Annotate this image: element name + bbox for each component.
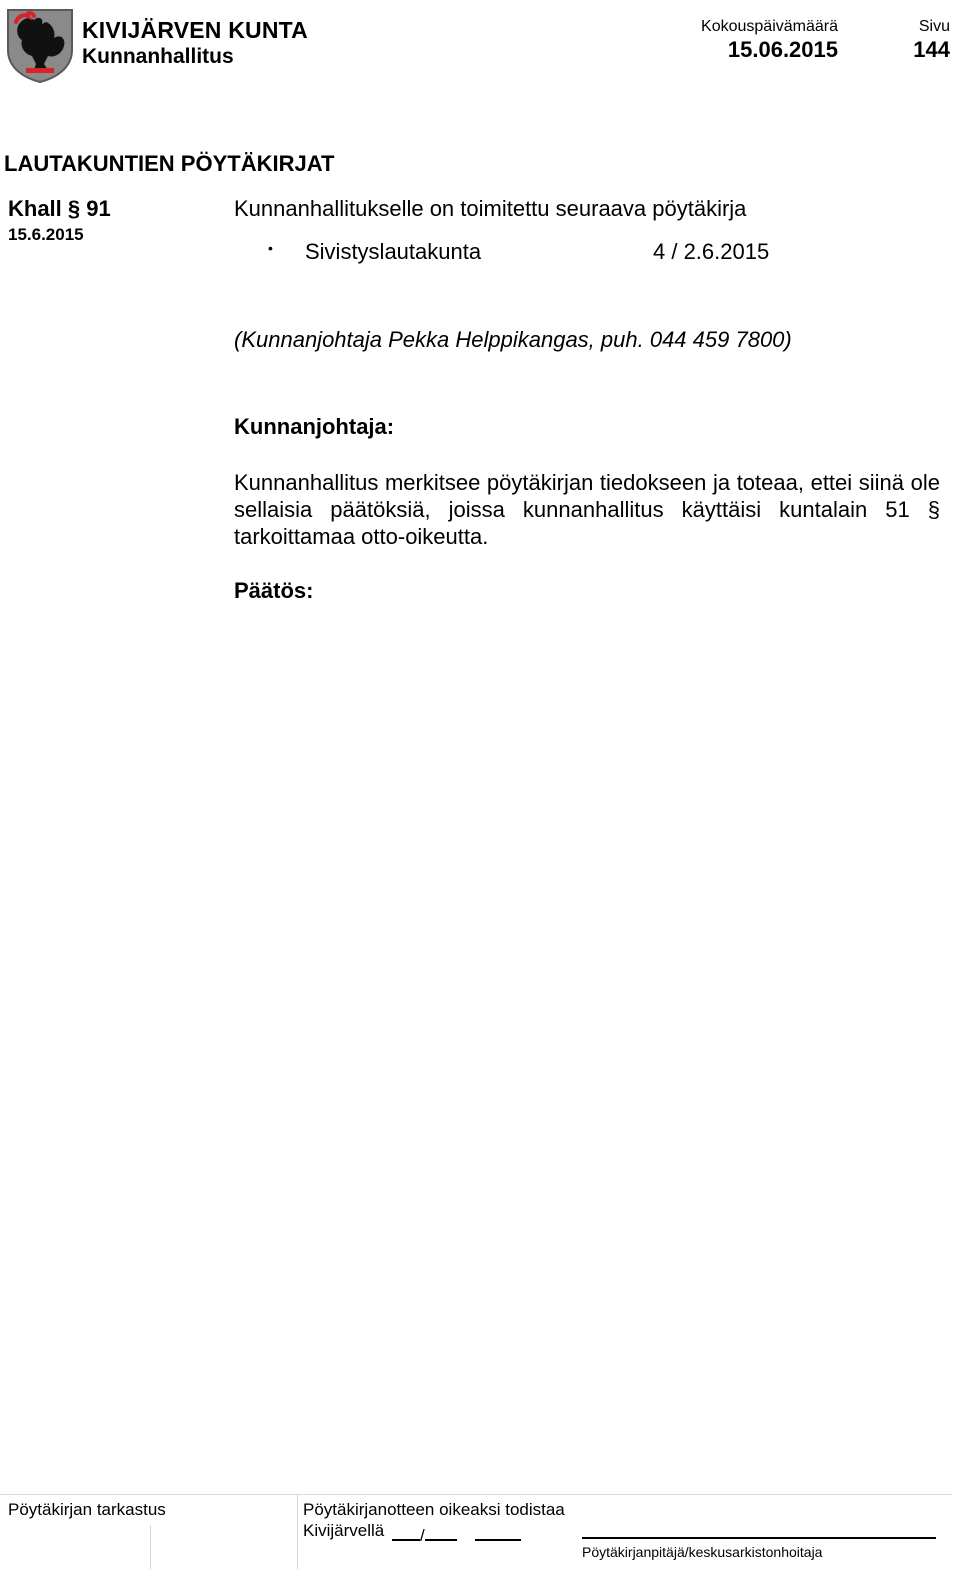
- proposal-heading: Kunnanjohtaja:: [234, 414, 395, 439]
- day-blank: [392, 1521, 420, 1541]
- month-blank: [425, 1521, 457, 1541]
- signer-label: Pöytäkirjanpitäjä/keskusarkistonhoitaja: [582, 1544, 823, 1560]
- contact-info: (Kunnanjohtaja Pekka Helppikangas, puh. 044 459 7800): [234, 327, 792, 352]
- year-blank: [475, 1521, 521, 1541]
- organization-name: KIVIJÄRVEN KUNTA: [82, 17, 308, 43]
- page-number: 144: [913, 37, 950, 62]
- item-reference: Khall § 91: [8, 196, 111, 221]
- bullet-item-name: Sivistyslautakunta: [305, 239, 482, 264]
- organization-unit: Kunnanhallitus: [82, 45, 234, 68]
- item-date: 15.6.2015: [8, 225, 84, 244]
- proposal-text: Kunnanhallitus merkitsee pöytäkirjan tiedokseen ja toteaa, ettei siinä ole sellaisia päätöksiä, joissa kunnanhallitus käyttäisi kuntalain 51 § tarkoittamaa otto-oikeutta.: [234, 470, 940, 549]
- section-title: LAUTAKUNTIEN PÖYTÄKIRJAT: [4, 151, 335, 176]
- certified-label: Pöytäkirjanotteen oikeaksi todistaa: [303, 1500, 565, 1519]
- footer-divider: [150, 1525, 151, 1569]
- item-intro: Kunnanhallitukselle on toimitettu seuraava pöytäkirja: [234, 196, 747, 221]
- date-separator: /: [420, 1526, 425, 1545]
- footer-divider: [297, 1495, 298, 1569]
- meeting-date: 15.06.2015: [727, 37, 838, 62]
- bullet-item-reference: 4 / 2.6.2015: [653, 239, 770, 264]
- meeting-date-label: Kokouspäivämäärä: [701, 18, 838, 35]
- place-label: Kivijärvellä: [303, 1521, 385, 1540]
- decision-heading: Päätös:: [234, 578, 314, 603]
- date-blanks: [392, 1521, 521, 1546]
- rooster-crest-icon: [4, 6, 76, 84]
- signature-line: [582, 1537, 936, 1539]
- review-label: Pöytäkirjan tarkastus: [8, 1500, 166, 1519]
- bullet-icon: •: [268, 240, 273, 256]
- page-label: Sivu: [918, 18, 950, 35]
